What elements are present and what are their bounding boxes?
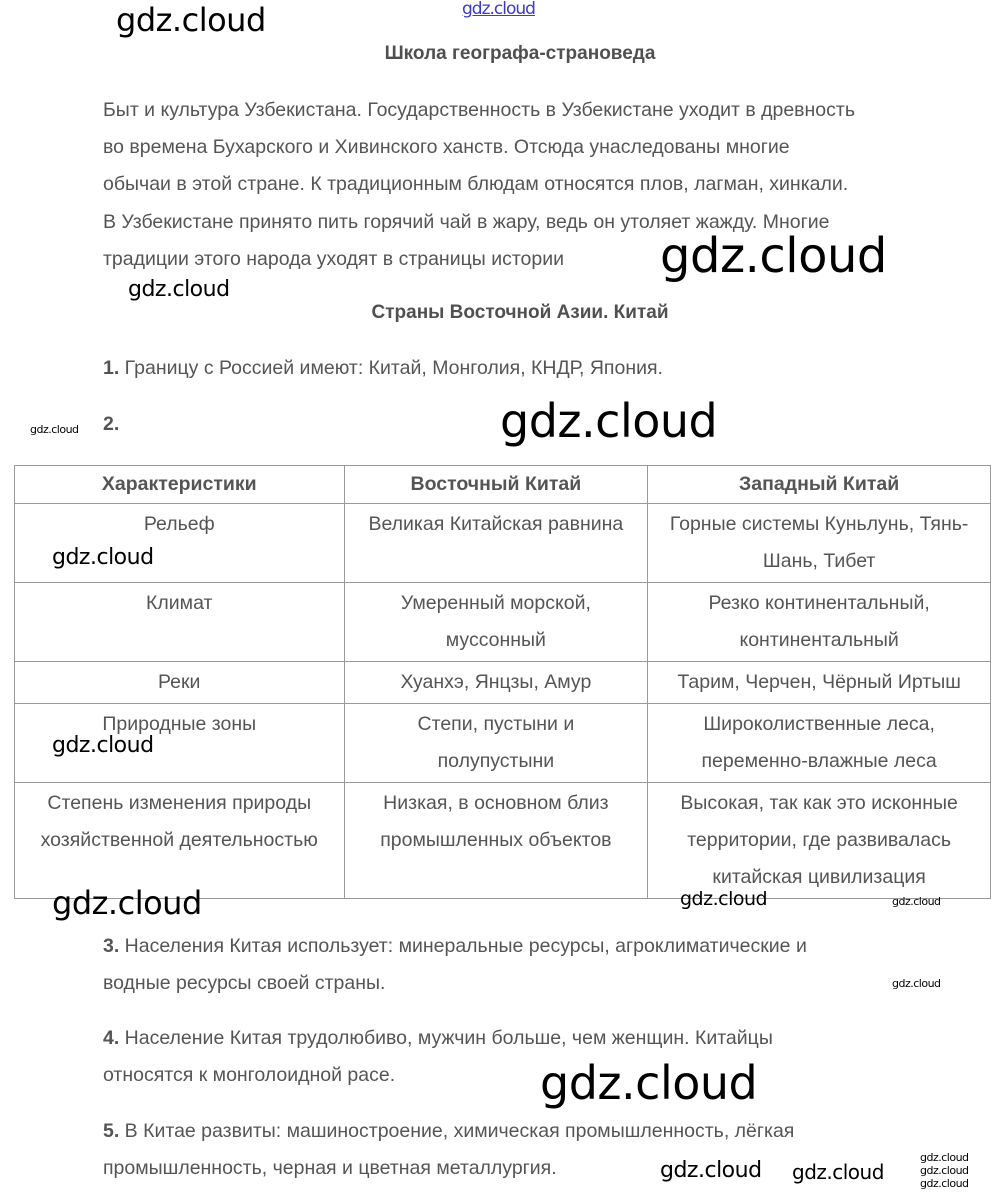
answer-number: 2. <box>103 413 120 435</box>
column-header: Восточный Китай <box>344 466 648 504</box>
table-cell: Реки <box>15 662 345 704</box>
table-row <box>15 783 991 899</box>
table-cell: Великая Китайская равнина <box>344 504 648 583</box>
table-cell: Климат <box>15 583 345 662</box>
watermark: gdz.cloud <box>500 394 718 448</box>
answer-text: водные ресурсы своей страны. <box>103 972 386 994</box>
watermark: gdz.cloud <box>792 1160 884 1184</box>
watermark: gdz.cloud <box>52 733 154 758</box>
answer-text: относятся к монголоидной расе. <box>103 1064 396 1086</box>
watermark-link[interactable]: gdz.cloud <box>462 0 535 19</box>
table-cell: Высокая, так как это исконные территории, где развивалась китайская цивилизация <box>648 783 991 899</box>
answer-number: 1. <box>103 357 120 379</box>
answer-text: В Китае развиты: машиностроение, химическая промышленность, лёгкая <box>119 1120 795 1142</box>
watermark: gdz.cloud <box>540 1056 758 1110</box>
table-cell: Степень изменения природы хозяйственной деятельностью <box>15 783 345 899</box>
answer-3 <box>103 928 807 1002</box>
table-cell: Природные зоны <box>15 704 345 783</box>
table-cell: Степи, пустыни и полупустыни <box>344 704 648 783</box>
answer-2 <box>103 406 119 443</box>
paragraph-line: традиции этого народа уходят в страницы истории <box>103 247 565 270</box>
column-header: Западный Китай <box>648 466 991 504</box>
watermark: gdz.cloud <box>30 423 79 436</box>
answer-number: 4. <box>103 1027 120 1049</box>
table-cell: Тарим, Черчен, Чёрный Иртыш <box>648 662 991 704</box>
section-title: Школа географа-страноведа <box>384 43 656 64</box>
watermark: gdz.cloud <box>116 1 266 39</box>
table-header-row <box>15 466 991 504</box>
watermark: gdz.cloud <box>660 228 887 284</box>
watermark: gdz.cloud <box>920 1177 969 1190</box>
answer-text: Границу с Россией имеют: Китай, Монголия, КНДР, Япония. <box>119 357 663 379</box>
table-cell: Хуанхэ, Янцзы, Амур <box>344 662 648 704</box>
answer-1 <box>103 350 663 387</box>
china-comparison-table <box>14 465 991 899</box>
table-cell: Рельеф <box>15 504 345 583</box>
watermark: gdz.cloud <box>52 545 154 570</box>
paragraph-line: во времена Бухарского и Хивинского ханств. Отсюда унаследованы многие <box>103 136 790 159</box>
watermark: gdz.cloud <box>892 977 941 990</box>
answer-number: 3. <box>103 935 120 957</box>
table-row <box>15 583 991 662</box>
answer-text: промышленность, черная и цветная металлургия. <box>103 1157 557 1179</box>
answer-text: Населения Китая использует: минеральные ресурсы, агроклиматические и <box>119 935 807 957</box>
paragraph-line: Быт и культура Узбекистана. Государственность в Узбекистане уходит в древность <box>103 99 855 121</box>
answer-text: Население Китая трудолюбиво, мужчин больше, чем женщин. Китайцы <box>119 1027 773 1049</box>
answer-number: 5. <box>103 1120 120 1142</box>
table-cell: Резко континентальный, континентальный <box>648 583 991 662</box>
paragraph-line: обычаи в этой стране. К традиционным блюдам относятся плов, лагман, хинкали. <box>103 173 849 196</box>
paragraph-line: В Узбекистане принято пить горячий чай в жару, ведь он утоляет жажду. Многие <box>103 210 830 233</box>
table-cell: Низкая, в основном близ промышленных объектов <box>344 783 648 899</box>
column-header: Характеристики <box>15 466 345 504</box>
table-cell: Умеренный морской, муссонный <box>344 583 648 662</box>
table-row <box>15 704 991 783</box>
watermark: gdz.cloud <box>920 1164 969 1177</box>
watermark: gdz.cloud <box>920 1151 969 1164</box>
section-title: Страны Восточной Азии. Китай <box>371 302 669 323</box>
table-cell: Горные системы Куньлунь, Тянь-Шань, Тибет <box>648 504 991 583</box>
table-row <box>15 662 991 704</box>
watermark: gdz.cloud <box>660 1158 762 1183</box>
watermark: gdz.cloud <box>892 895 941 908</box>
watermark: gdz.cloud <box>680 888 768 910</box>
table-cell: Широколиственные леса, переменно-влажные леса <box>648 704 991 783</box>
watermark: gdz.cloud <box>52 884 202 922</box>
watermark: gdz.cloud <box>128 277 230 302</box>
table-row <box>15 504 991 583</box>
